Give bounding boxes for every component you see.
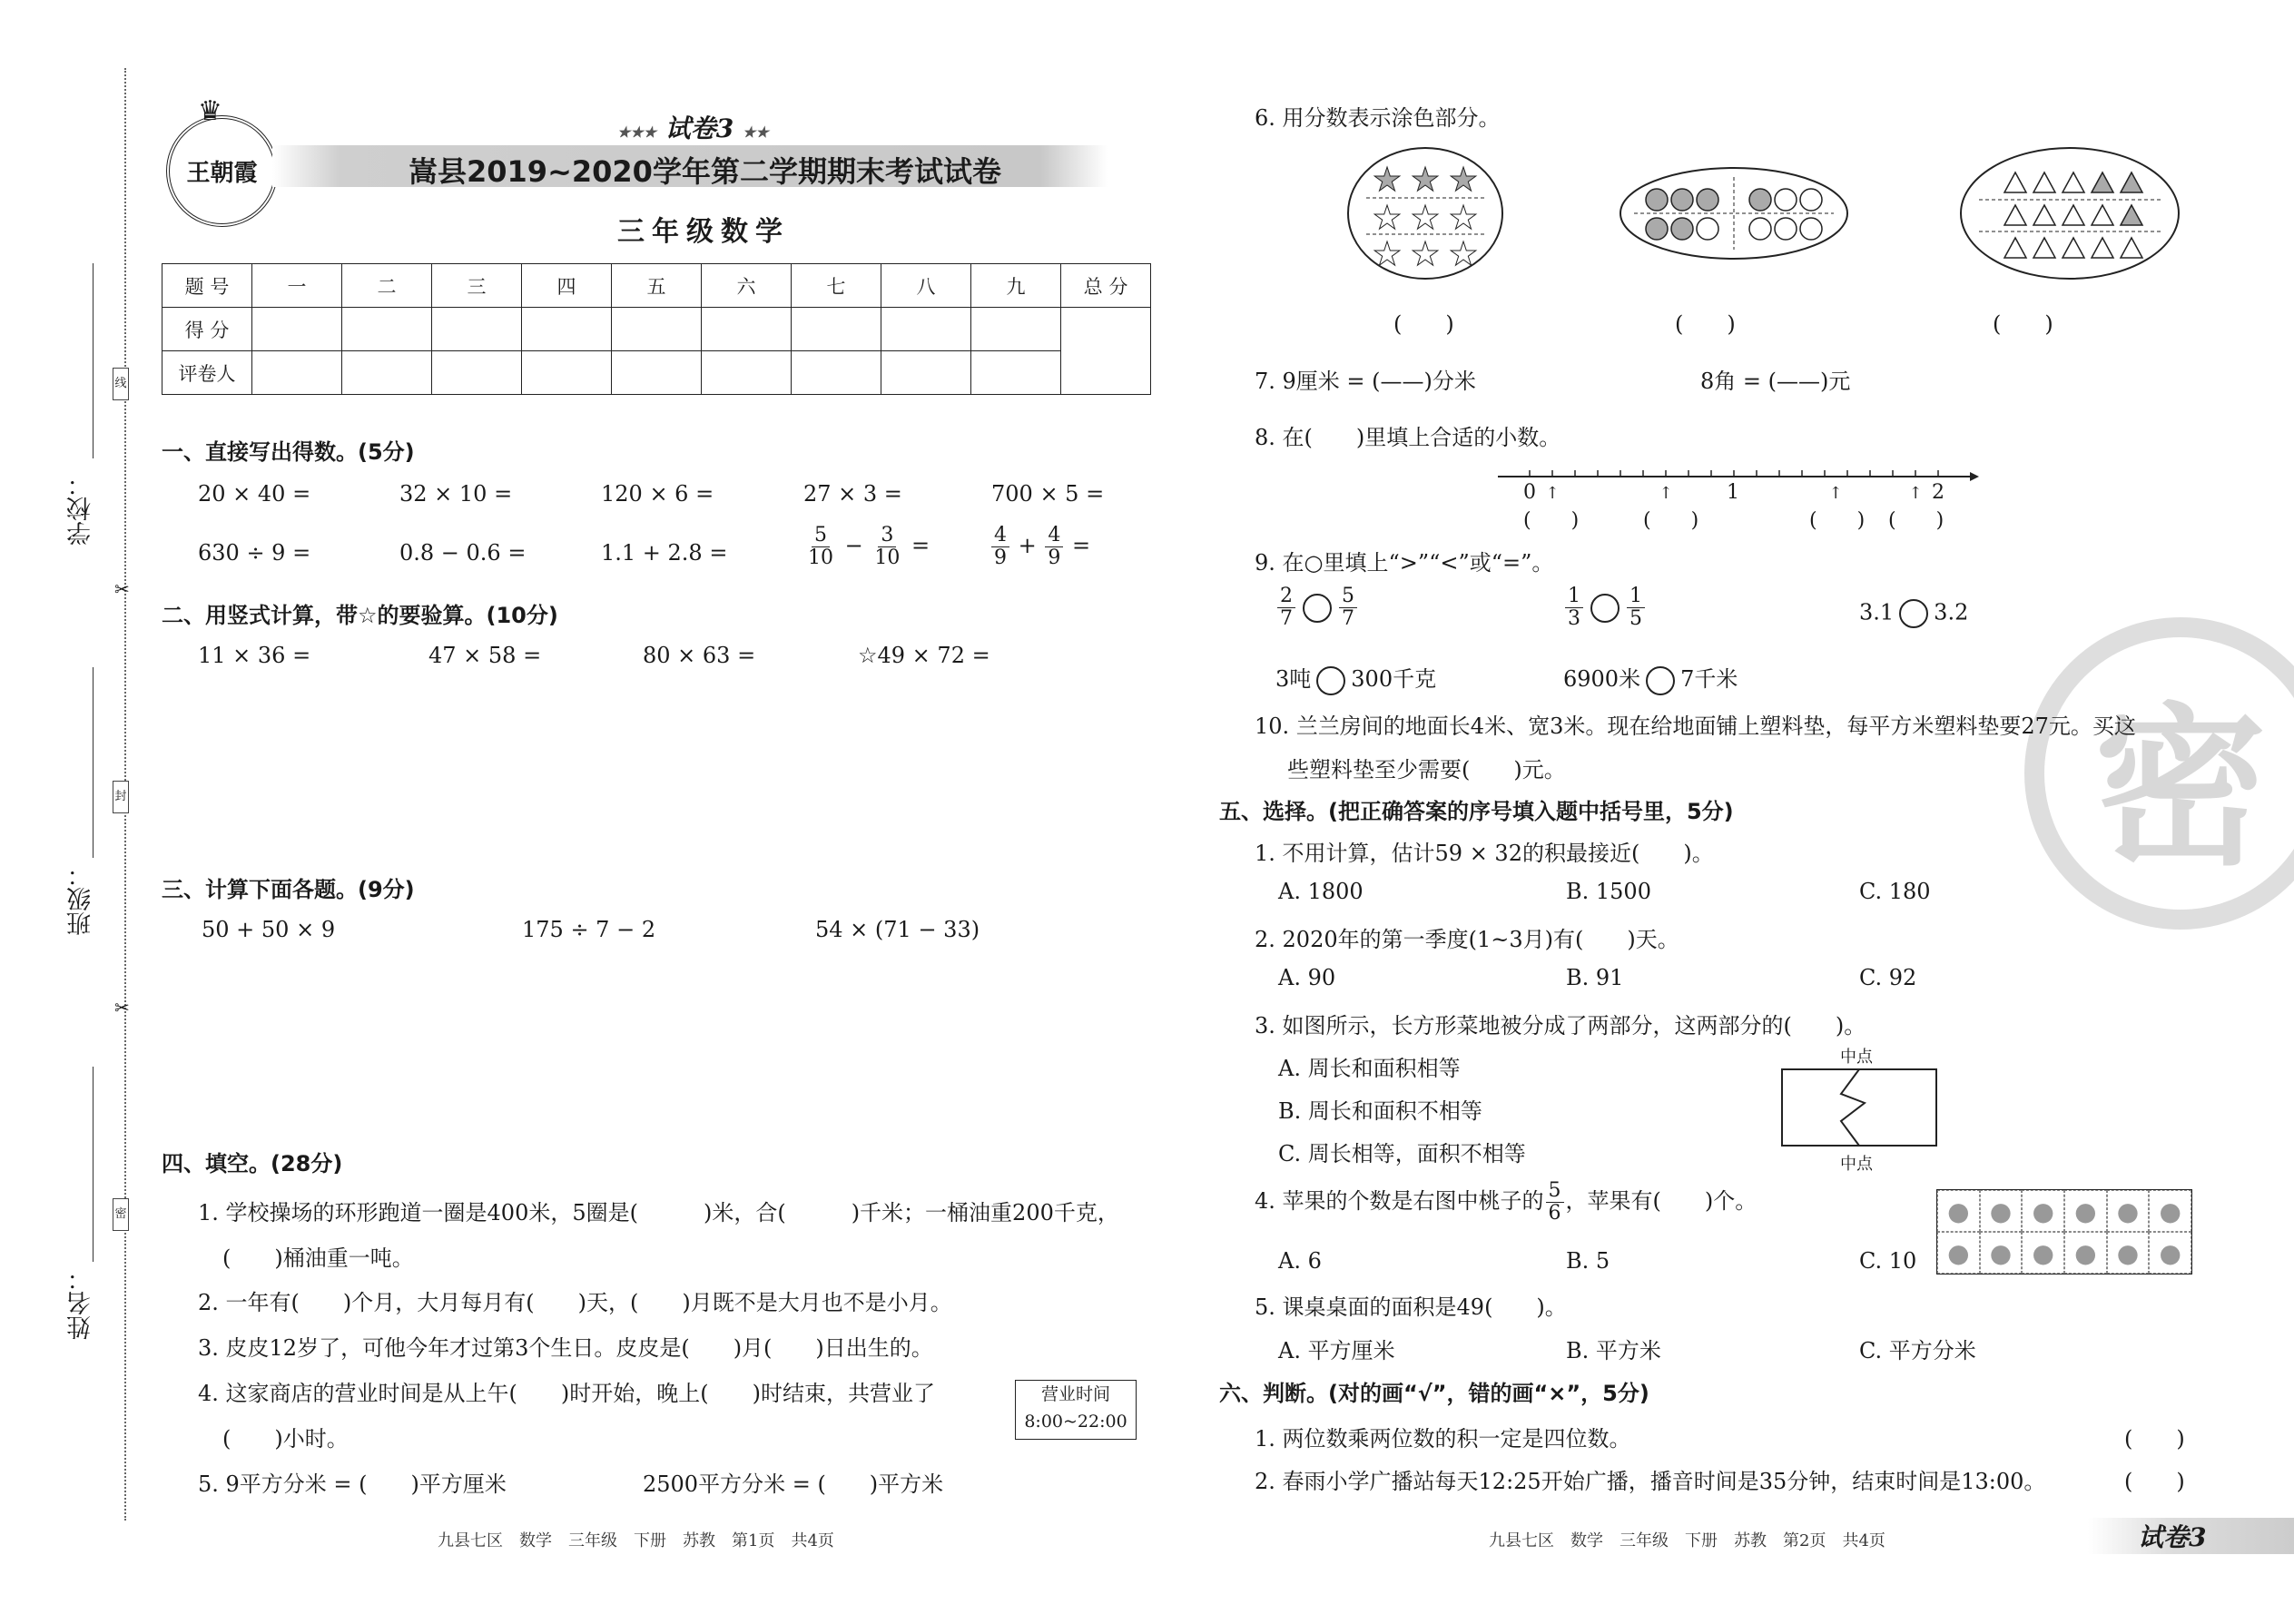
logo-text: 王朝霞	[186, 160, 258, 187]
table-header-cell: 总 分	[1061, 264, 1151, 308]
compare-left: 3吨	[1275, 666, 1312, 692]
choice-option[interactable]: C. 平方分米	[1859, 1338, 1976, 1363]
choice-option[interactable]: B. 5	[1566, 1248, 1610, 1274]
table-header-cell: 四	[522, 264, 612, 308]
fill-q5b: 2500平方分米 = ( )平方米	[643, 1471, 944, 1497]
peach-grid	[1936, 1189, 2192, 1275]
q8-blank[interactable]: ( )	[1888, 509, 1944, 532]
table-header-cell: 九	[971, 264, 1061, 308]
oral-item: 27 × 3 =	[803, 481, 902, 507]
judge-q2: 2. 春雨小学广播站每天12:25开始广播，播音时间是35分钟，结束时间是13:00。	[1255, 1469, 2046, 1494]
q8-blank[interactable]: ( )	[1523, 509, 1580, 532]
school-label: 学校：	[67, 472, 95, 546]
score-cell[interactable]	[342, 308, 432, 351]
numerator: 4	[1045, 525, 1063, 547]
svg-text:★: ★	[1372, 162, 1403, 199]
fraction	[1546, 1180, 1564, 1225]
oral-item: 630 ÷ 9 =	[198, 540, 311, 566]
number-line-label-1: 1	[1727, 481, 1739, 504]
q10-line2: 些塑料垫至少需要( )元。	[1287, 757, 1566, 782]
denominator: 5	[1629, 607, 1642, 631]
q9-compare-4	[1275, 661, 1436, 695]
compare-circle[interactable]	[1303, 594, 1332, 623]
oral-item: 32 × 10 =	[399, 481, 513, 507]
calc-item: 50 + 50 × 9	[202, 917, 336, 942]
q9-compare-3	[1859, 599, 1968, 628]
table-header-cell: 一	[252, 264, 342, 308]
business-hours-title: 营业时间	[1040, 1384, 1110, 1404]
business-hours-value: 8:00~22:00	[1024, 1412, 1127, 1432]
peach-icon: ●	[1937, 1190, 1980, 1232]
peach-icon: ●	[2107, 1232, 2150, 1274]
table-header-cell: 六	[702, 264, 792, 308]
table-header-cell: 八	[881, 264, 971, 308]
svg-text:↑: ↑	[1828, 484, 1843, 503]
vegetable-plot-figure	[1781, 1068, 1937, 1147]
section-4-title: 四、填空。(28分)	[162, 1151, 343, 1176]
class-line	[93, 667, 94, 858]
svg-text:★: ★	[1448, 200, 1479, 237]
total-score-cell[interactable]	[1061, 308, 1151, 395]
choice-q2: 2. 2020年的第一季度(1~3月)有( )天。	[1255, 927, 1679, 952]
peach-icon: ●	[2107, 1190, 2150, 1232]
compare-circle[interactable]	[1316, 666, 1345, 695]
peach-icon: ●	[2064, 1232, 2107, 1274]
midpoint-label-top: 中点	[1840, 1048, 1873, 1067]
q8-blank[interactable]: ( )	[1809, 509, 1866, 532]
q6-blank[interactable]: ( )	[1393, 311, 1454, 337]
q6-figures	[1344, 145, 2206, 281]
score-cell[interactable]	[881, 308, 971, 351]
fraction	[871, 525, 902, 569]
stars-right: ★★	[743, 123, 769, 141]
fraction-expression	[989, 525, 1090, 569]
choice-option[interactable]: A. 1800	[1278, 879, 1364, 904]
fill-q4-line1: 4. 这家商店的营业时间是从上午( )时开始，晚上( )时结束，共营业了	[198, 1381, 935, 1406]
q9-compare-1	[1275, 586, 1359, 630]
score-cell[interactable]	[792, 308, 881, 351]
seal-watermark-char: 密	[2093, 687, 2267, 889]
seal-tag-secret: 密	[113, 1198, 129, 1231]
q6-blank[interactable]: ( )	[1993, 311, 2053, 337]
fraction	[1339, 586, 1357, 630]
numerator: 3	[878, 525, 896, 547]
oral-item: 120 × 6 =	[601, 481, 714, 507]
judge-q1: 1. 两位数乘两位数的积一定是四位数。	[1255, 1426, 1631, 1452]
stars-left: ★★★	[617, 123, 657, 141]
q9-compare-2	[1563, 586, 1647, 630]
judge-blank[interactable]: ( )	[2124, 1469, 2185, 1494]
business-hours-box	[1015, 1380, 1137, 1440]
table-header-cell: 二	[342, 264, 432, 308]
name-label: 姓名：	[67, 1266, 95, 1340]
vertical-calc-item: 80 × 63 =	[643, 643, 756, 668]
choice-option[interactable]: A. 周长和面积相等	[1278, 1056, 1461, 1081]
numerator: 1	[1627, 586, 1645, 608]
peach-icon: ●	[2064, 1190, 2107, 1232]
svg-text:★: ★	[1448, 162, 1479, 199]
fraction	[1565, 586, 1583, 630]
q7b: 8角 = (——)元	[1700, 369, 1851, 394]
number-line-label-0: 0	[1523, 481, 1536, 504]
subject-title: 三年级数学	[617, 216, 790, 248]
fraction-expression	[803, 525, 930, 569]
compare-circle[interactable]	[1899, 599, 1928, 628]
midpoint-label-bottom: 中点	[1840, 1155, 1873, 1174]
svg-text:★: ★	[1448, 236, 1479, 273]
paper-tag-label: 试卷3	[665, 113, 734, 143]
q9-compare-5	[1563, 661, 1738, 695]
fraction	[1045, 525, 1063, 569]
compare-circle[interactable]	[1590, 594, 1620, 623]
table-header-cell: 题 号	[162, 264, 252, 308]
denominator: 10	[808, 546, 833, 570]
choice-option[interactable]: C. 180	[1859, 879, 1931, 904]
svg-text:★: ★	[1372, 236, 1403, 273]
compare-right: 300千克	[1351, 666, 1437, 692]
score-row-label: 得 分	[162, 308, 252, 351]
choice-q5: 5. 课桌桌面的面积是49( )。	[1255, 1294, 1567, 1320]
section-2-title: 二、用竖式计算，带☆的要验算。(10分)	[162, 603, 558, 628]
judge-blank[interactable]: ( )	[2124, 1426, 2185, 1452]
peach-icon: ●	[1980, 1190, 2023, 1232]
fill-q1-line2: ( )桶油重一吨。	[222, 1245, 414, 1271]
numerator: 5	[1339, 586, 1357, 608]
grader-cell[interactable]	[252, 351, 342, 395]
grader-cell[interactable]	[971, 351, 1061, 395]
svg-text:↑: ↑	[1545, 484, 1560, 503]
class-label: 班级：	[67, 862, 95, 936]
scissors-icon: ✂	[114, 997, 130, 1019]
section-5-title: 五、选择。(把正确答案的序号填入题中括号里，5分)	[1219, 799, 1734, 824]
compare-right: 7千米	[1680, 666, 1738, 692]
peach-icon: ●	[2149, 1232, 2191, 1274]
svg-text:★: ★	[1410, 236, 1441, 273]
number-line-label-2: 2	[1932, 481, 1944, 504]
compare-left: 6900米	[1563, 666, 1641, 692]
fraction	[1277, 586, 1295, 630]
q9: 9. 在○里填上“>”“<”或“=”。	[1255, 550, 1554, 576]
q7a: 7. 9厘米 = (——)分米	[1255, 369, 1476, 394]
fraction	[805, 525, 836, 569]
grader-cell[interactable]	[522, 351, 612, 395]
vertical-calc-item: 11 × 36 =	[198, 643, 311, 668]
numerator: 4	[991, 525, 1009, 547]
fill-q3: 3. 皮皮12岁了，可他今年才过第3个生日。皮皮是( )月( )日出生的。	[198, 1335, 933, 1361]
svg-text:★: ★	[1410, 162, 1441, 199]
compare-right: 3.2	[1934, 599, 1969, 625]
q8: 8. 在( )里填上合适的小数。	[1255, 425, 1561, 450]
school-line	[93, 263, 94, 458]
peach-icon: ●	[1937, 1232, 1980, 1274]
svg-text:★: ★	[1410, 200, 1441, 237]
compare-circle[interactable]	[1646, 666, 1675, 695]
oral-item: 20 × 40 =	[198, 481, 311, 507]
peach-icon: ●	[1980, 1232, 2023, 1274]
peach-icon: ●	[2022, 1232, 2064, 1274]
score-cell[interactable]	[252, 308, 342, 351]
numerator: 5	[812, 525, 830, 547]
choice-option[interactable]: A. 6	[1278, 1248, 1322, 1274]
corner-tag: 试卷3	[2138, 1522, 2207, 1552]
choice-option[interactable]: C. 10	[1859, 1248, 1917, 1274]
peach-icon: ●	[2022, 1190, 2064, 1232]
oral-item: 1.1 + 2.8 =	[601, 540, 728, 566]
q6: 6. 用分数表示涂色部分。	[1255, 105, 1501, 131]
name-line	[93, 1067, 94, 1262]
vertical-calc-item: 47 × 58 =	[428, 643, 542, 668]
fill-q5a: 5. 9平方分米 = ( )平方厘米	[198, 1471, 507, 1497]
score-cell[interactable]	[522, 308, 612, 351]
denominator: 9	[1048, 546, 1061, 570]
choice-option[interactable]: B. 1500	[1566, 879, 1651, 904]
footer-right: 九县七区 数学 三年级 下册 苏教 第2页 共4页	[1489, 1531, 1885, 1550]
score-cell[interactable]	[432, 308, 522, 351]
equals: =	[1072, 533, 1091, 559]
grader-cell[interactable]	[702, 351, 792, 395]
fill-q1-line1: 1. 学校操场的环形跑道一圈是400米，5圈是( )米，合( )千米；一桶油重200千克，	[198, 1200, 1119, 1225]
q8-blank[interactable]: ( )	[1643, 509, 1699, 532]
svg-text:★: ★	[1372, 200, 1403, 237]
choice-q4-text-b: ，苹果有( )个。	[1565, 1188, 1757, 1215]
fraction	[1627, 586, 1645, 630]
choice-option[interactable]: B. 91	[1566, 965, 1624, 990]
seal-watermark	[2024, 617, 2294, 930]
score-cell[interactable]	[612, 308, 702, 351]
calc-item: 54 × (71 − 33)	[815, 917, 980, 942]
seal-tag-seal: 封	[113, 781, 129, 813]
choice-option[interactable]: C. 周长相等，面积不相等	[1278, 1141, 1526, 1166]
grader-cell[interactable]	[432, 351, 522, 395]
svg-text:↑: ↑	[1908, 484, 1923, 503]
exam-title: 嵩县2019~2020学年第二学期期末考试试卷	[409, 154, 1001, 189]
section-6-title: 六、判断。(对的画“√”，错的画“×”，5分)	[1219, 1381, 1649, 1406]
star-icons	[1373, 162, 1478, 273]
choice-q3: 3. 如图所示，长方形菜地被分成了两部分，这两部分的( )。	[1255, 1013, 1866, 1038]
equals: =	[911, 533, 930, 559]
table-header-cell: 七	[792, 264, 881, 308]
choice-option[interactable]: B. 平方米	[1566, 1338, 1661, 1363]
choice-option[interactable]: A. 90	[1278, 965, 1336, 990]
scissors-icon: ✂	[114, 578, 130, 600]
triangle-icons	[2004, 172, 2142, 258]
q10-line1: 10. 兰兰房间的地面长4米、宽3米。现在给地面铺上塑料垫，每平方米塑料垫要27元。买这	[1255, 714, 2136, 739]
calc-item: 175 ÷ 7 − 2	[522, 917, 656, 942]
compare-left: 3.1	[1859, 599, 1895, 625]
choice-option[interactable]: C. 92	[1859, 965, 1917, 990]
peach-icon: ●	[2149, 1190, 2191, 1232]
table-header-cell: 五	[612, 264, 702, 308]
table-header-cell: 三	[432, 264, 522, 308]
oral-item: 0.8 − 0.6 =	[399, 540, 527, 566]
choice-option[interactable]: A. 平方厘米	[1278, 1338, 1395, 1363]
crown-icon: ♛	[198, 95, 222, 127]
denominator: 6	[1548, 1202, 1561, 1225]
score-table-header-row	[162, 264, 1151, 308]
grader-cell[interactable]	[881, 351, 971, 395]
paper-tag	[617, 109, 769, 145]
choice-option[interactable]: B. 周长和面积不相等	[1278, 1098, 1482, 1124]
numerator: 2	[1277, 586, 1295, 608]
choice-q4-text-a: 4. 苹果的个数是右图中桃子的	[1255, 1188, 1544, 1215]
score-row	[162, 308, 1151, 351]
denominator: 10	[874, 546, 901, 570]
grader-cell[interactable]	[792, 351, 881, 395]
denominator: 7	[1342, 607, 1354, 631]
operator: +	[1018, 533, 1037, 559]
footer-left: 九县七区 数学 三年级 下册 苏教 第1页 共4页	[438, 1531, 834, 1550]
section-1-title: 一、直接写出得数。(5分)	[162, 439, 415, 465]
score-cell[interactable]	[971, 308, 1061, 351]
denominator: 9	[994, 546, 1007, 570]
numerator: 1	[1565, 586, 1583, 608]
section-3-title: 三、计算下面各题。(9分)	[162, 877, 415, 902]
grader-cell[interactable]	[612, 351, 702, 395]
score-cell[interactable]	[702, 308, 792, 351]
logo-badge	[166, 115, 278, 227]
grader-cell[interactable]	[342, 351, 432, 395]
q6-blank[interactable]: ( )	[1675, 311, 1736, 337]
operator: −	[844, 533, 863, 559]
fill-q2: 2. 一年有( )个月，大月每月有( )天，( )月既不是大月也不是小月。	[198, 1290, 952, 1315]
svg-text:↑: ↑	[1659, 484, 1673, 503]
grader-row	[162, 351, 1151, 395]
oral-item: 700 × 5 =	[991, 481, 1105, 507]
grader-row-label: 评卷人	[162, 351, 252, 395]
choice-q1: 1. 不用计算，估计59 × 32的积最接近( )。	[1255, 841, 1714, 866]
denominator: 3	[1568, 607, 1580, 631]
denominator: 7	[1280, 607, 1293, 631]
fraction	[991, 525, 1009, 569]
seal-tag-line: 线	[113, 368, 129, 400]
vertical-calc-item: ☆49 × 72 =	[858, 643, 990, 668]
numerator: 5	[1546, 1180, 1564, 1203]
score-table	[162, 263, 1151, 395]
fill-q4-line2: ( )小时。	[222, 1426, 349, 1452]
choice-q4	[1255, 1180, 1757, 1225]
